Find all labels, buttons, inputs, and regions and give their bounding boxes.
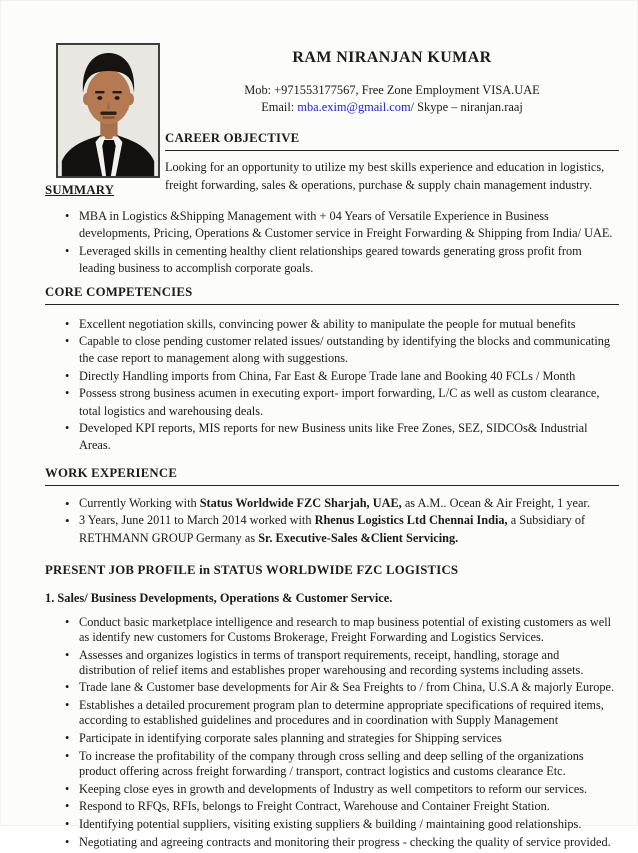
summary-item: • Leveraged skills in cementing healthy client relationships geared towards generating gross profit from leading business to accomplish corporate goals. [79, 243, 619, 278]
career-objective-text: Looking for an opportunity to utilize my best skills experience and education in logistics, freight forwarding, sales & operations, purchase & supply chain management industry. [165, 160, 605, 192]
competency-item: • Capable to close pending customer related issues/ outstanding by identifying the blocks and communicating the case report to management along with suggestions. [79, 333, 619, 368]
profile-photo [56, 43, 160, 178]
career-objective-heading: CAREER OBJECTIVE [165, 131, 300, 145]
work-seg-bold: Sr. Executive-Sales &Client Servicing. [258, 531, 459, 546]
work-experience-list [45, 495, 619, 548]
job-profile-item: • Establishes a detailed procurement program plan to determine appropriate specifications of required items, according to established guidelines and procedures and in coordination with Supply Management [79, 698, 619, 728]
job-profile-item: • Conduct basic marketplace intelligence and research to map business potential of existing customers as well as identify new customers for Customs Brokerage, Freight Forwarding and Logistics Services. [79, 615, 619, 645]
summary-heading-text: SUMMARY [45, 183, 115, 197]
career-objective-heading-rule [165, 129, 619, 151]
work-experience-item [79, 512, 619, 547]
summary-item: • MBA in Logistics &Shipping Management with + 04 Years of Versatile Experience in Business developments, Pricing, Operations & Customer service in Freight Forwarding & Shipping from India/ UAE. [79, 208, 619, 243]
job-profile-item: • Keeping close eyes in growth and developments of Industry as well competitors to reform our services. [79, 782, 619, 797]
core-competencies-heading: CORE COMPETENCIES [45, 285, 619, 305]
job-profile-subheading: 1. Sales/ Business Developments, Operations & Customer Service. [45, 590, 393, 605]
job-profile-list [45, 615, 619, 850]
email-link[interactable]: mba.exim@gmail.com [297, 100, 411, 114]
job-profile-item: • Respond to RFQs, RFIs, belongs to Freight Contract, Warehouse and Container Freight Station. [79, 799, 619, 814]
present-job-profile-heading: PRESENT JOB PROFILE in STATUS WORLDWIDE FZC LOGISTICS [45, 562, 459, 577]
competency-item: • Excellent negotiation skills, convincing power & ability to manipulate the people for mutual benefits [79, 316, 619, 333]
work-seg: as A.M.. Ocean & Air Freight, 1 year. [401, 495, 590, 510]
work-seg-bold: Status Worldwide FZC Sharjah, UAE, [199, 495, 402, 510]
job-profile-item: • Assesses and organizes logistics in terms of transport requirements, receipt, handling, storage and distribution of relief items and establishes proper warehousing and recording systems including assets. [79, 648, 619, 678]
job-profile-item: • Trade lane & Customer base developments for Air & Sea Freights to / from China, U.S.A & majorly Europe. [79, 680, 619, 695]
email-label: Email: [261, 100, 298, 114]
resume-body [45, 183, 619, 853]
work-experience-heading: WORK EXPERIENCE [45, 466, 619, 486]
summary-list [45, 208, 619, 278]
competency-item: • Possess strong business acumen in executing export- import forwarding, L/C as well as custom clearance, total logistics and warehousing deals. [79, 385, 619, 420]
work-seg: 3 Years, June 2011 to March 2014 worked with [79, 513, 315, 528]
candidate-name: RAM NIRANJAN KUMAR [292, 49, 492, 66]
work-seg: Currently Working with [79, 495, 200, 510]
job-profile-item: • To increase the profitability of the company through cross selling and deep selling of the organizations product offering across freight forwarding / transport, contract logistics and customs clearance Etc. [79, 749, 619, 779]
contact-email-line [165, 99, 619, 116]
summary-heading [45, 183, 619, 198]
work-seg: a Subsidiary of RETHMANN GROUP Germany as [79, 513, 586, 546]
header [165, 49, 619, 194]
work-seg-bold: Rhenus Logistics Ltd Chennai India, [314, 513, 508, 528]
portrait-illustration [58, 45, 158, 176]
work-experience-item [79, 495, 619, 513]
competency-item: • Directly Handling imports from China, Far East & Europe Trade lane and Booking 40 FCLs / Month [79, 368, 619, 385]
job-profile-item: • Identifying potential suppliers, visiting existing suppliers & building / maintaining good relationships. [79, 817, 619, 832]
contact-mobile-line: Mob: +971553177567, Free Zone Employment VISA.UAE [244, 83, 540, 97]
skype-text: / Skype – niranjan.raaj [410, 100, 523, 114]
job-profile-item: • Negotiating and agreeing contracts and monitoring their progress - checking the quality of service provided. [79, 835, 619, 850]
core-competencies-list [45, 316, 619, 455]
competency-item: • Developed KPI reports, MIS reports for new Business units like Free Zones, SEZ, SIDCOs& Industrial Areas. [79, 420, 619, 455]
job-profile-item: • Participate in identifying corporate sales planning and strategies for Shipping services [79, 731, 619, 746]
contact-block [165, 82, 619, 116]
